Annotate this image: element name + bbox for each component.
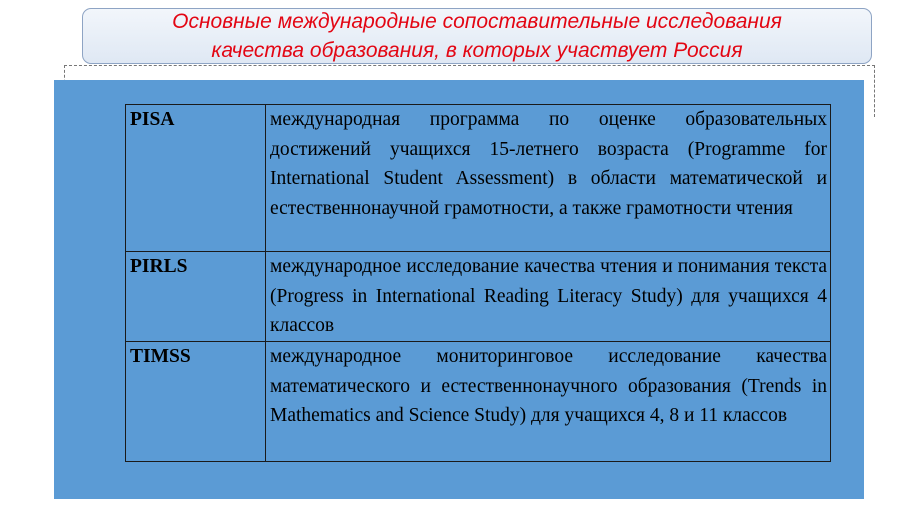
study-code-timss: TIMSS — [126, 342, 266, 462]
studies-table — [125, 104, 831, 462]
table-row — [126, 252, 831, 342]
slide-title — [172, 7, 782, 65]
study-description-pisa: международная программа по оценке образовательных достижений учащихся 15-летнего возраста (Programme for International Student Assessment) в области математической и естественнонаучной грамотности, а также грамотности чтения — [266, 105, 831, 252]
slide-title-line-2: качества образования, в которых участвует Россия — [211, 39, 743, 62]
study-code-pirls: PIRLS — [126, 252, 266, 342]
study-code-pisa: PISA — [126, 105, 266, 252]
table-row — [126, 105, 831, 252]
study-description-pirls: международное исследование качества чтения и понимания текста (Progress in International Reading Literacy Study) для учащихся 4 классов — [266, 252, 831, 342]
studies-table-container — [125, 104, 831, 462]
slide-title-line-1: Основные международные сопоставительные исследования — [172, 10, 782, 33]
table-row — [126, 342, 831, 462]
slide-title-box — [82, 8, 872, 64]
placeholder-dashed-frame-edge — [874, 65, 875, 117]
study-description-timss: международное мониторинговое исследование качества математического и естественнонаучного образования (Trends in Mathematics and Science Study) для учащихся 4, 8 и 11 классов — [266, 342, 831, 462]
